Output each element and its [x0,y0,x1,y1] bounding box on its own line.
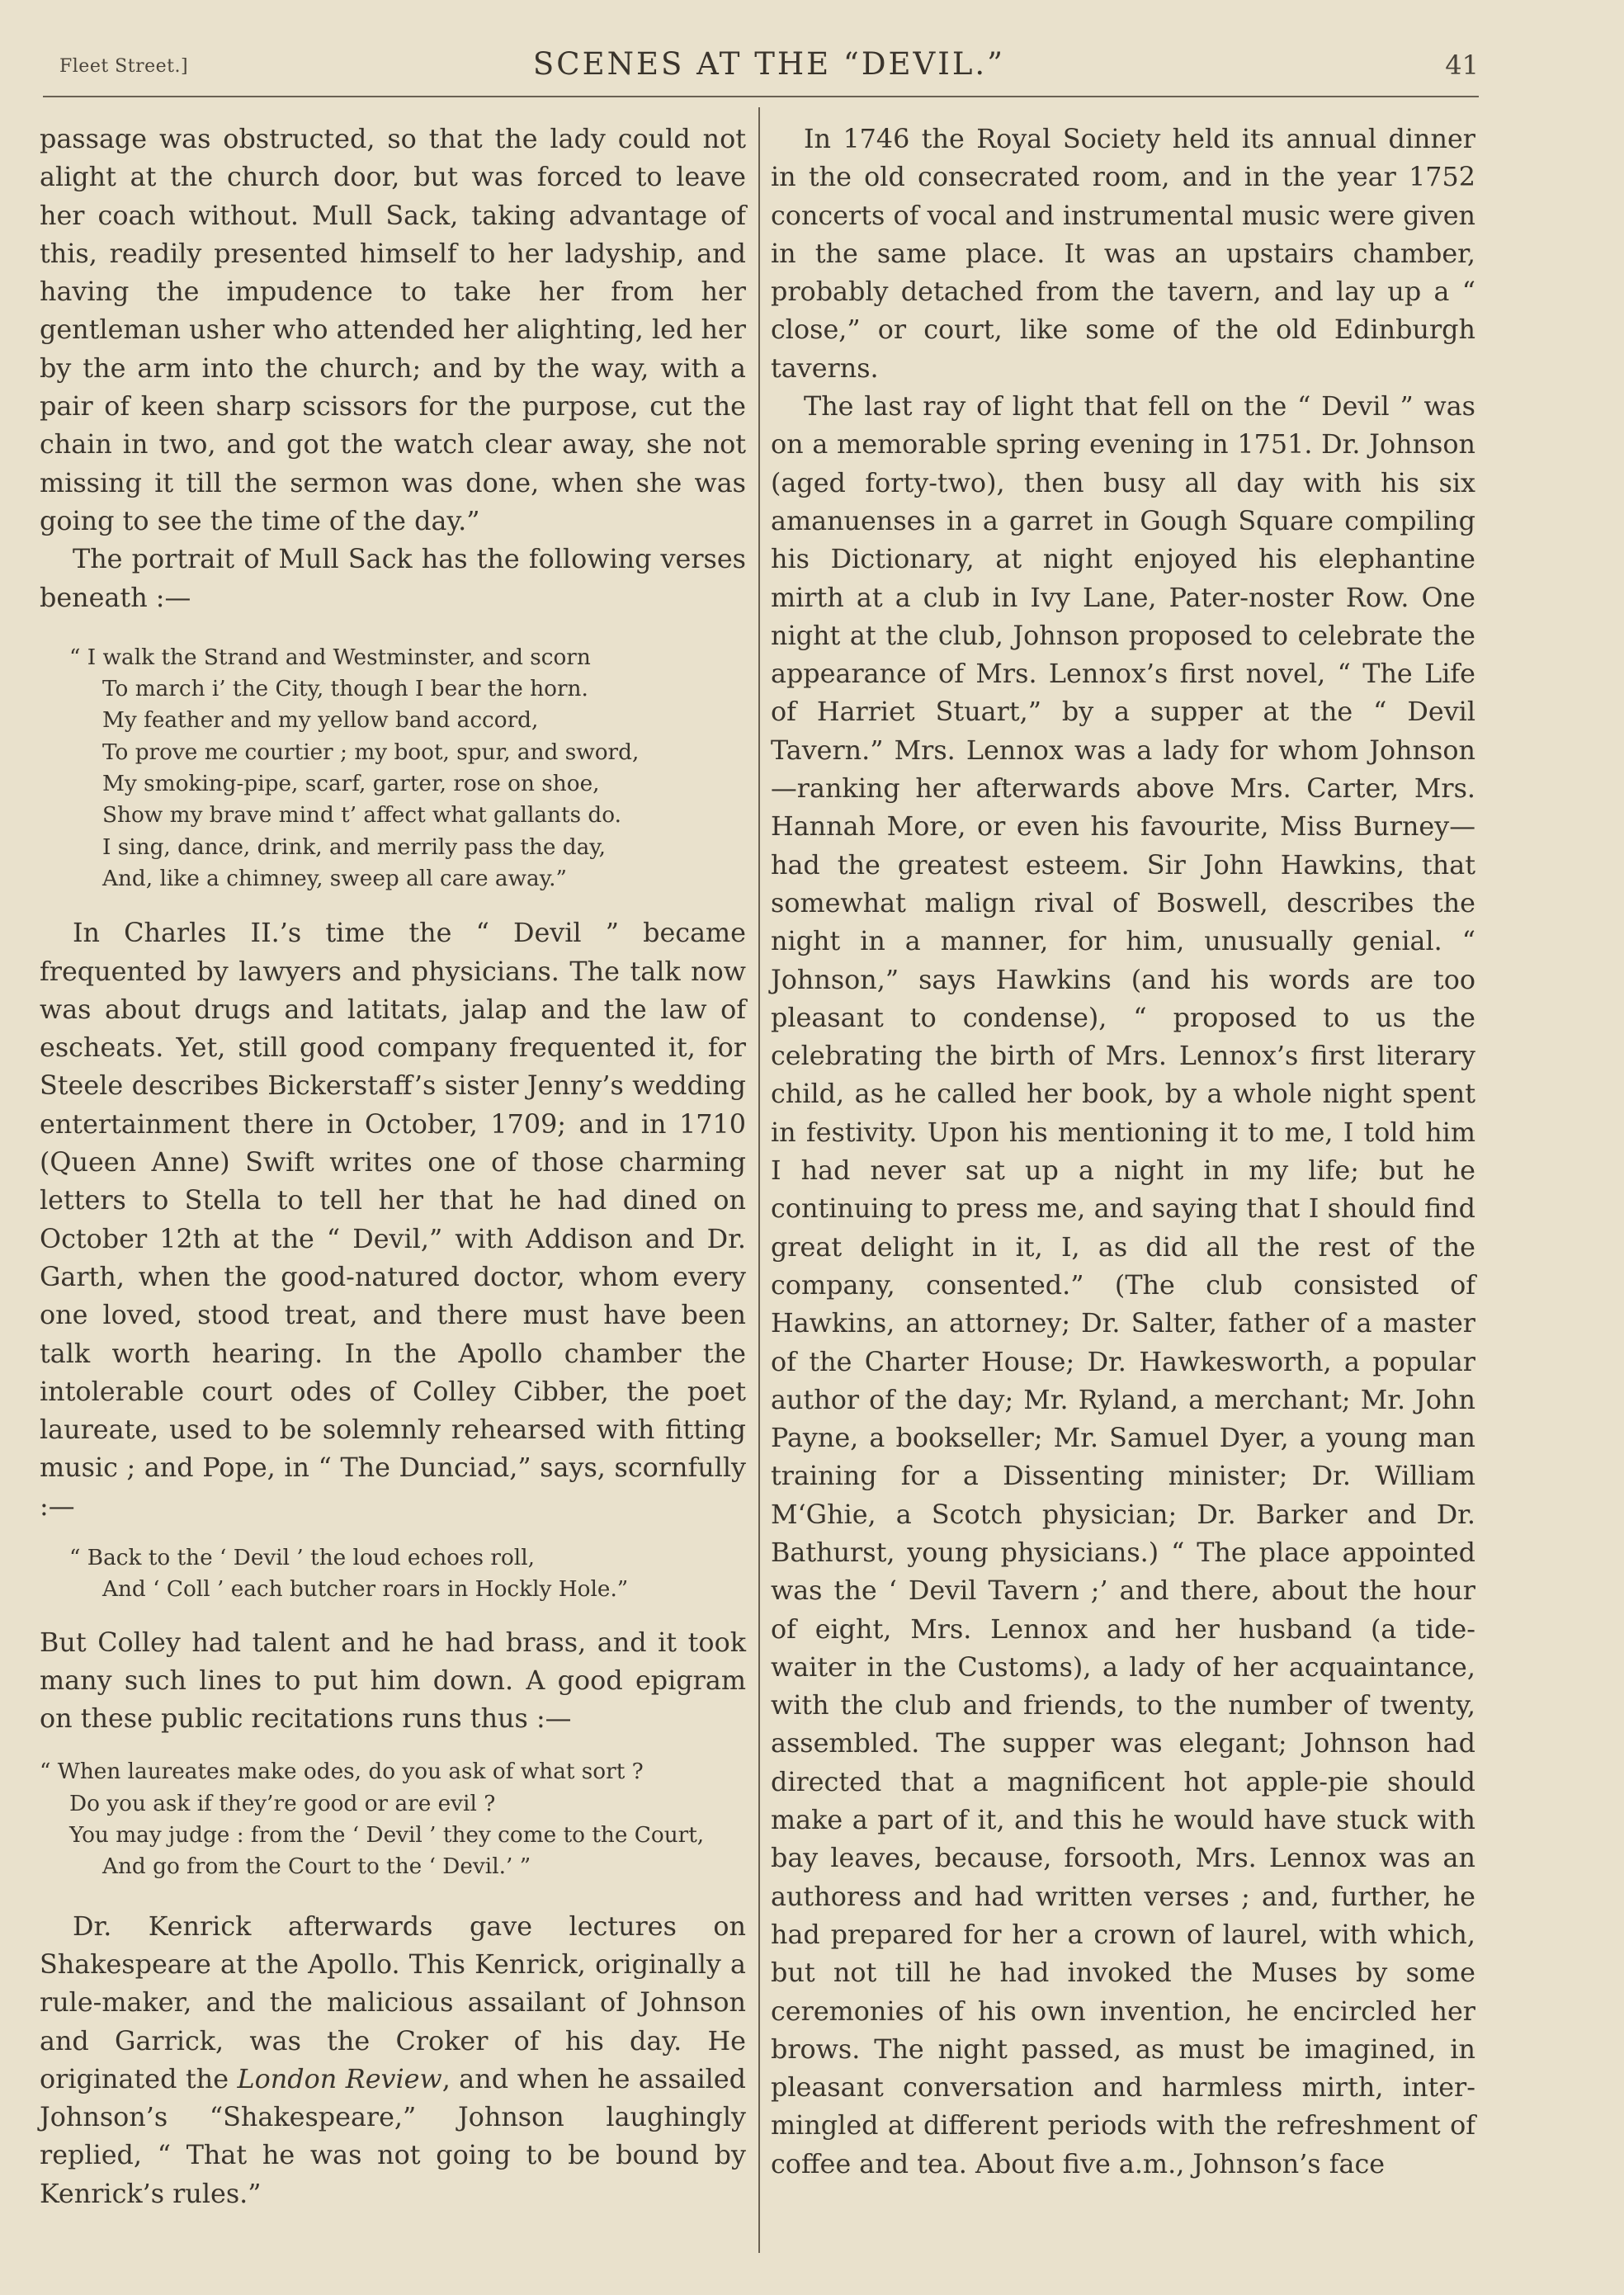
left-column [40,120,746,2213]
paragraph-royal-society: In 1746 the Royal Society held its annual dinner in the old consecrated room, and in the year 1752 concerts of vocal and instrumental music were given in the same place. It was an upstairs chamber, probably detached from the tavern, and lay up a “ close,” or court, like some of the old Edinburgh taverns. [771,124,1475,384]
verse-line: Show my brave mind t’ affect what gallants do. [102,803,621,829]
verse-dunciad [40,1542,746,1606]
paragraph-johnson-lennox: The last ray of light that fell on the “ Devil ” was on a memorable spring evening in 1751. Dr. Johnson (aged forty-two), then busy all day with his six amanuenses in a garret in Gough Square compiling his Dictionary, at night enjoyed his elephantine mirth at a club in Ivy Lane, Pater-noster Row. One night at the club, Johnson proposed to celebrate the appearance of Mrs. Lennox’s first novel, “ The Life of Harriet Stuart,” by a supper at the “ Devil Tavern.” Mrs. Lennox was a lady for whom Johnson—ranking her afterwards above Mrs. Carter, Mrs. Hannah More, or even his favourite, Miss Burney—had the greatest esteem. Sir John Hawkins, that somewhat malign rival of Boswell, describes the night in a manner, for him, unusually genial. “ Johnson,” says Hawkins (and his words are too pleasant to condense), “ proposed to us the celebrating the birth of Mrs. Lennox’s first literary child, as he called her book, by a whole night spent in festivity. Upon his mentioning it to me, I told him I had never sat up a night in my life; but he continuing to press me, and saying that I should find great delight in it, I, as did all the rest of the company, consented.” (The club consisted of Hawkins, an attorney; Dr. Salter, father of a master of the Charter House; Dr. Hawkesworth, a popular author of the day; Mr. Ryland, a merchant; Mr. John Payne, a bookseller; Mr. Samuel Dyer, a young man training for a Dissenting minister; Dr. William M‘Ghie, a Scotch physician; Dr. Barker and Dr. Bathurst, young physicians.) “ The place appointed was the ‘ Devil Tavern ;’ and there, about the hour of eight, Mrs. Lennox and her husband (a tide-waiter in the Customs), a lady of her acquaintance, with the club and friends, to the number of twenty, assembled. The supper was elegant; Johnson had directed that a magnificent hot apple-pie should make a part of it, and this he would have stuck with bay leaves, because, forsooth, Mrs. Lennox was an authoress and had written verses ; and, further, he had prepared for her a crown of laurel, with which, but not till he had invoked the Muses by some ceremonies of his own invention, he encircled her brows. The night passed, as must be imagined, in pleasant conversation and harmless mirth, inter-mingled at different periods with the refreshment of coffee and tea. About five a.m., Johnson’s face [771,391,1475,2179]
verse-line: To prove me courtier ; my boot, spur, and sword, [102,739,640,765]
paragraph-kenrick [40,1908,746,2213]
verse-line: I sing, dance, drink, and merrily pass the day, [102,834,607,860]
header-rule [43,96,1479,97]
verse-line: Do you ask if they’re good or are evil ? [69,1791,496,1816]
verse-line: “ I walk the Strand and Westminster, and scorn [69,645,591,670]
running-head [59,46,1479,89]
page-number: 41 [1445,50,1479,81]
verse-line: And ‘ Coll ’ each butcher roars in Hockly Hole.” [102,1577,629,1603]
verse-epigram [40,1756,746,1882]
verse-line: “ Back to the ‘ Devil ’ the loud echoes roll, [69,1545,535,1570]
verse-line: To march i’ the City, though I bear the horn. [102,677,588,702]
verse-line: “ When laureates make odes, do you ask of what sort ? [40,1759,644,1785]
right-column [771,120,1475,2184]
paragraph-charles-ii: In Charles II.’s time the “ Devil ” became frequented by lawyers and physicians. The talk now was about drugs and latitats, jalap and the law of escheats. Yet, still good company frequented it, for Steele describes Bickerstaff’s sister Jenny’s wedding entertainment there in October, 1709; and in 1710 (Queen Anne) Swift writes one of those charming letters to Stella to tell her that he had dined on October 12th at the “ Devil,” with Addison and Dr. Garth, when the good-natured doctor, whom every one loved, stood treat, and there must have been talk worth hearing. In the Apollo chamber the intolerable court odes of Colley Cibber, the poet laureate, used to be solemnly rehearsed with fitting music ; and Pope, in “ The Dunciad,” says, scornfully :— [40,918,746,1522]
running-head-location: Fleet Street.] [59,56,189,77]
verse-line: My smoking-pipe, scarf, garter, rose on shoe, [102,772,600,797]
verse-line: You may judge : from the ‘ Devil ’ they come to the Court, [69,1823,705,1849]
paragraph-colley: But Colley had talent and he had brass, and it took many such lines to put him down. A good epigram on these public recitations runs thus :— [40,1627,746,1735]
verse-mull-sack [40,642,746,895]
verse-line: And go from the Court to the ‘ Devil.’ ” [102,1854,531,1880]
verse-line: My feather and my yellow band accord, [102,708,539,734]
paragraph-portrait: The portrait of Mull Sack has the following verses beneath :— [40,544,746,613]
kenrick-text: Dr. Kenrick afterwards gave lectures on Shakespeare at the Apollo. This Kenrick, originally a rule-maker, and the malicious assailant of Johnson and Garrick, was the Croker of his day. He originated the [40,1910,746,2094]
running-head-title: SCENES AT THE “DEVIL.” [532,46,1006,82]
kenrick-text-end: , and when he assailed Johnson’s “Shakespeare,” Johnson laughingly replied, “ That he was not going to be bound by Kenrick’s rules.” [40,2063,746,2209]
london-review-title: London Review [237,2063,442,2094]
verse-line: And, like a chimney, sweep all care away.” [102,866,567,891]
column-divider [758,107,760,2253]
paragraph-continuation: passage was obstructed, so that the lady could not alight at the church door, but was forced to leave her coach without. Mull Sack, taking advantage of this, readily presented himself to her ladyship, and having the impudence to take her from her gentleman usher who attended her alighting, led her by the arm into the church; and by the way, with a pair of keen sharp scissors for the purpose, cut the chain in two, and got the watch clear away, she not missing it till the sermon was done, when she was going to see the time of the day.” [40,124,746,536]
